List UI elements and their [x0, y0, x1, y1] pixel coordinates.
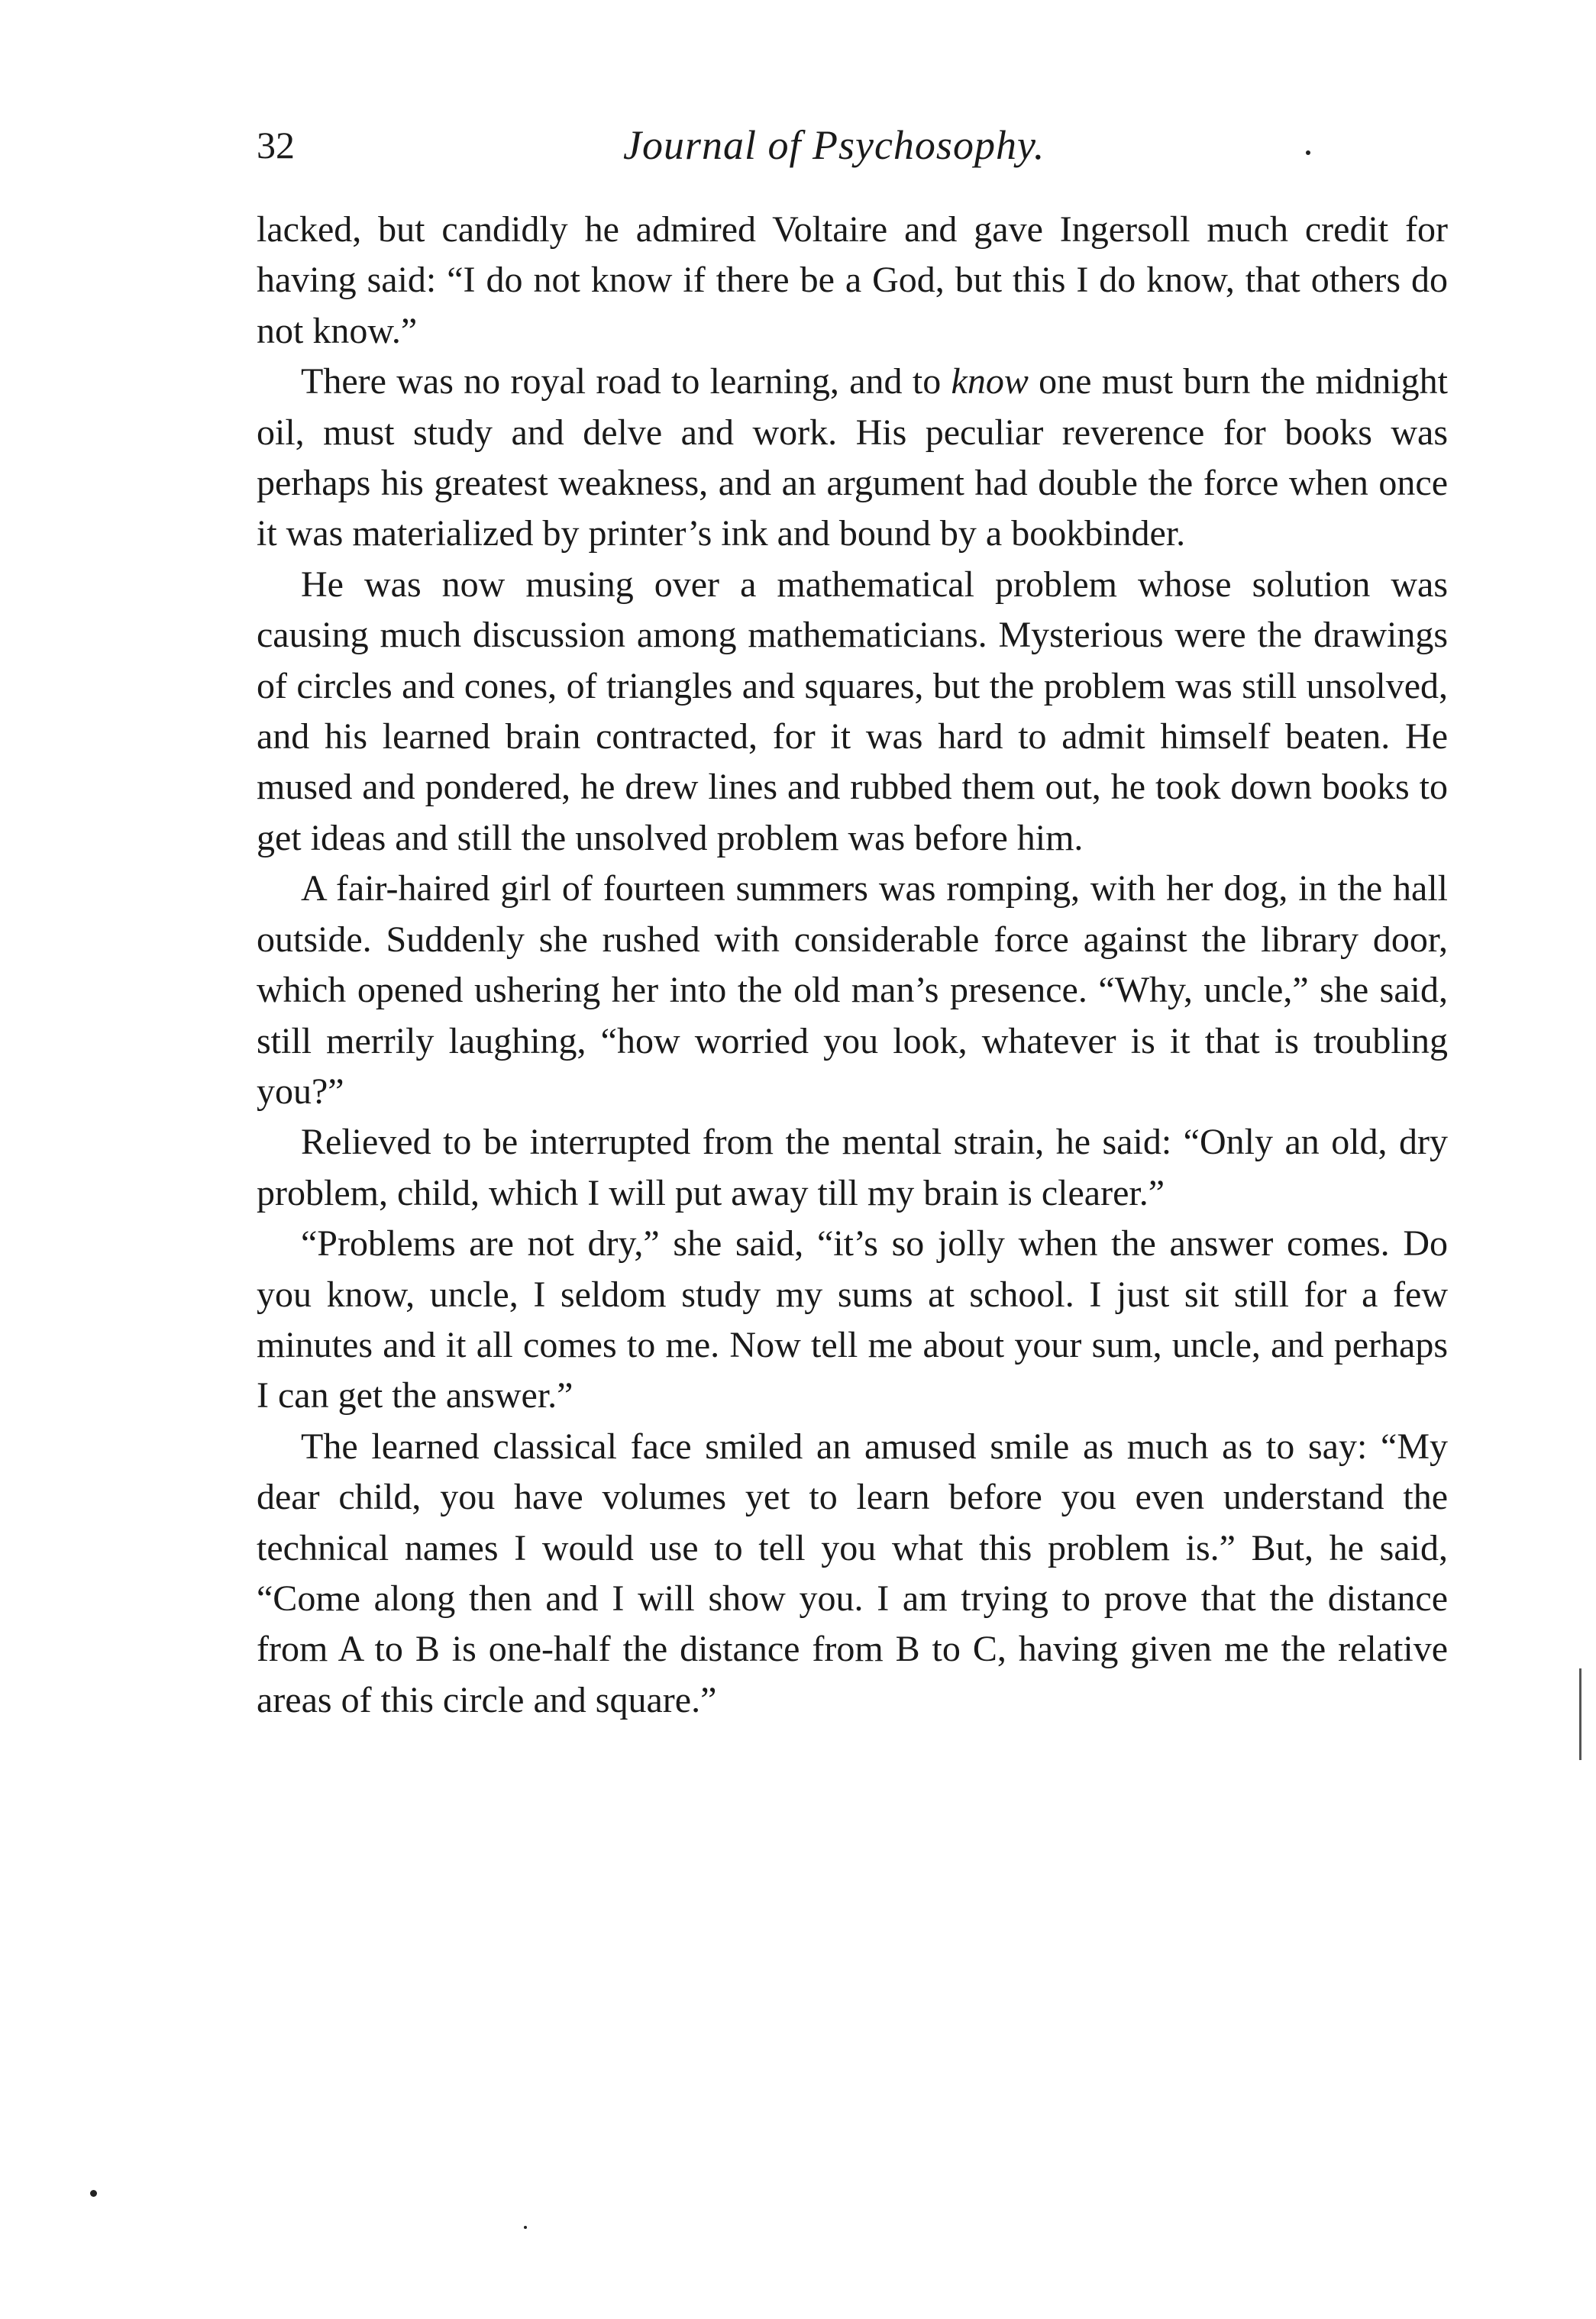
- running-head: [257, 122, 1448, 176]
- paragraph-7: The learned classical face smiled an amused smile as much as to say: “My dear child, you have volumes yet to learn before you even understand the technical names I would use to tell you what this problem is.” But, he said, “Come along then and I will show you. I am trying to prove that the distance from A to B is one-half the distance from B to C, having given me the relative areas of this circle and square.”: [257, 1426, 1448, 1720]
- body-text: [257, 205, 1448, 1726]
- page-edge-mark: [1579, 1668, 1581, 1760]
- emphasized-word: know: [951, 361, 1029, 402]
- ink-speck: [524, 2226, 527, 2229]
- journal-title: Journal of Psychosophy.: [623, 122, 1045, 168]
- ink-speck: [90, 2190, 97, 2197]
- ink-speck: [1306, 150, 1310, 155]
- paragraph-2-text-start: There was no royal road to learning, and to: [301, 361, 951, 402]
- paragraph-6: “Problems are not dry,” she said, “it’s so jolly when the answer comes. Do you know, uncle, I seldom study my sums at school. I just sit still for a few minutes and it all comes to me. Now tell me about your sum, uncle, and perhaps I can get the answer.”: [257, 1223, 1448, 1416]
- paragraph-4: A fair-haired girl of fourteen summers was romping, with her dog, in the hall outside. Suddenly she rushed with considerable force against the library door, which opened ushering her into the old man’s presence. “Why, uncle,” she said, still merrily laughing, “how worried you look, whatever is it that is troubling you?”: [257, 868, 1448, 1112]
- paragraph-3: He was now musing over a mathematical problem whose solution was causing much discussion among mathematicians. Mysterious were the drawings of circles and cones, of triangles and squares, but the problem was still unsolved, and his learned brain contracted, for it was hard to admit himself beaten. He mused and pondered, he drew lines and rubbed them out, he took down books to get ideas and still the unsolved problem was before him.: [257, 564, 1448, 858]
- paragraph-2-text-end: one must burn the midnight oil, must study and delve and work. His peculiar reverence for books was perhaps his greatest weakness, and an argument had double the force when once it was materialized by printer’s ink and bound by a bookbinder.: [257, 361, 1449, 554]
- paragraph-5: Relieved to be interrupted from the mental strain, he said: “Only an old, dry problem, child, which I will put away till my brain is clearer.”: [257, 1122, 1448, 1213]
- paragraph-2: [257, 357, 1448, 560]
- paragraph-1: lacked, but candidly he admired Voltaire and gave Ingersoll much credit for having said: “I do not know if there be a God, but this I do know, that others do not know.”: [257, 209, 1448, 351]
- page-number: 32: [257, 124, 295, 166]
